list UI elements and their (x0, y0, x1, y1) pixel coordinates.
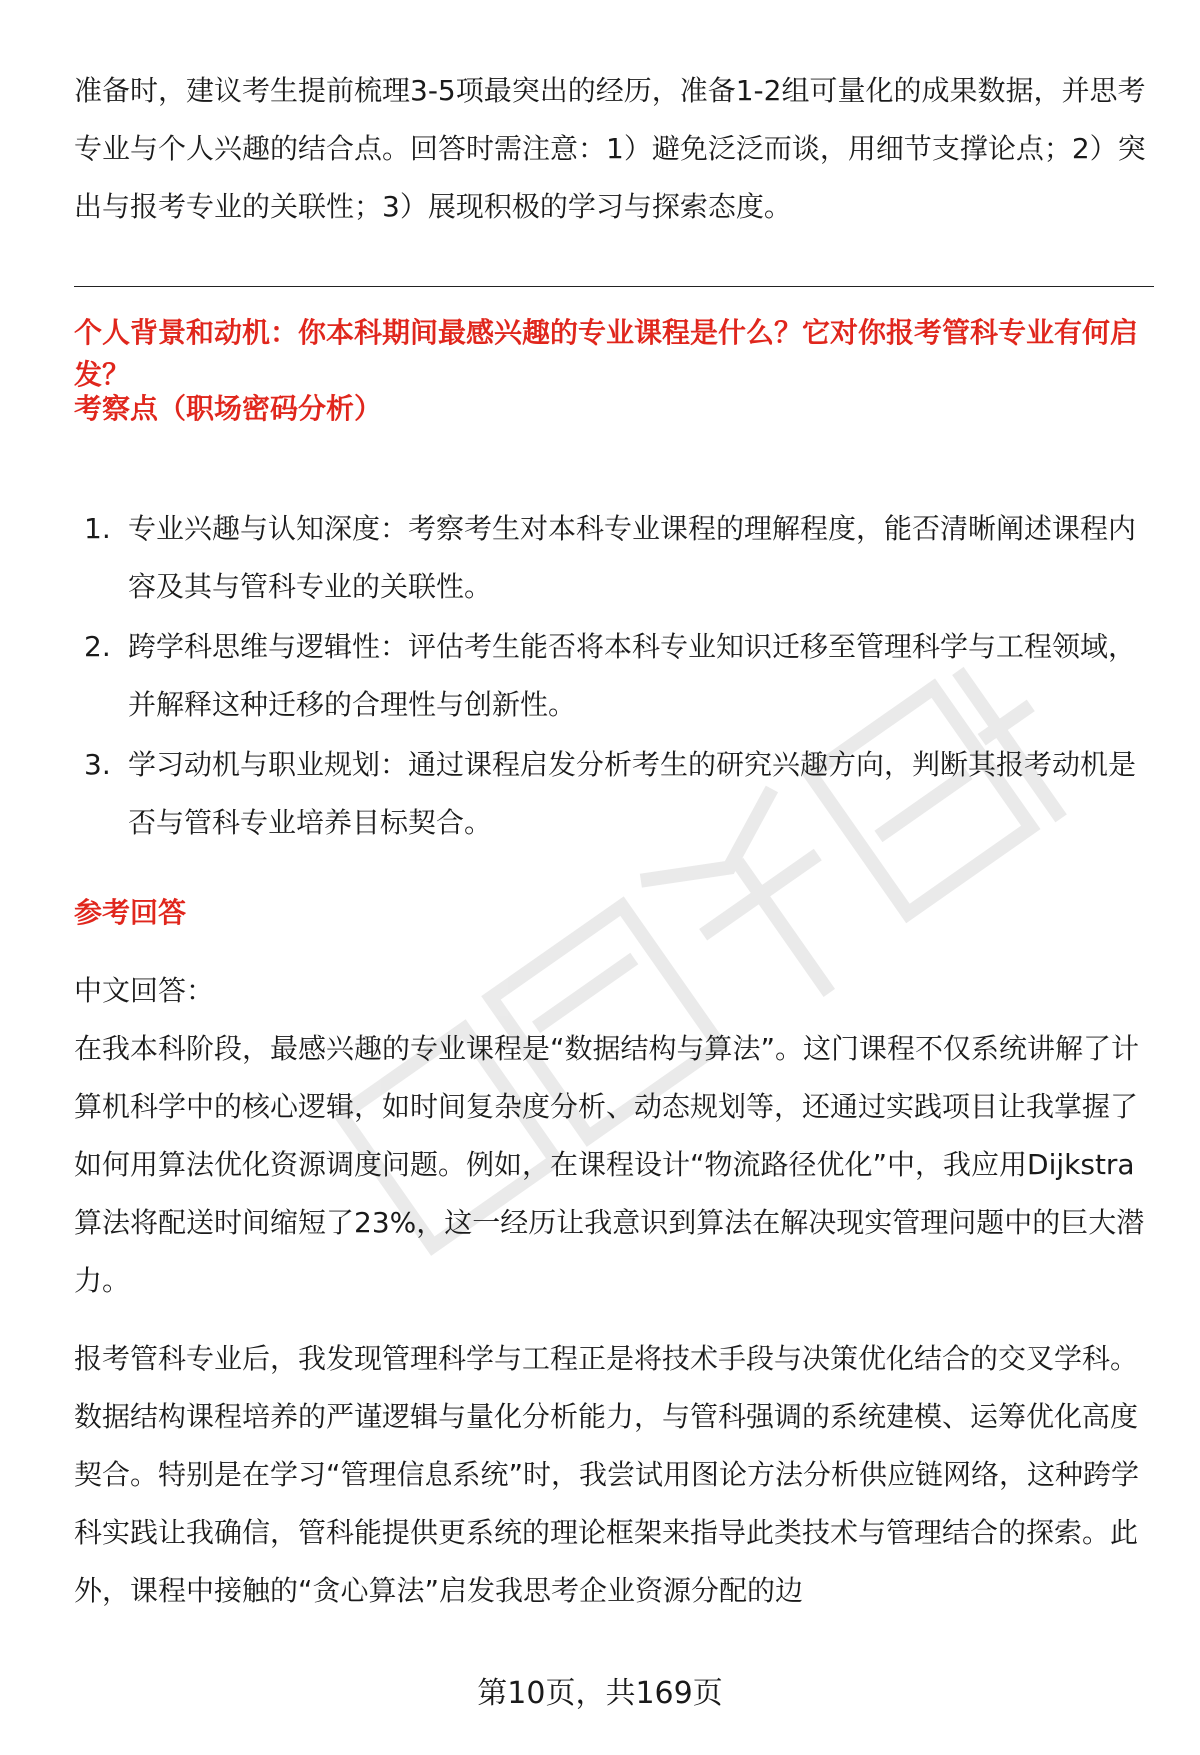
section-divider (74, 286, 1154, 287)
assessment-list (74, 500, 1154, 854)
reference-heading: 参考回答 (74, 896, 187, 929)
page-number: 第10页，共169页 (477, 1676, 723, 1711)
intro-section (74, 62, 1154, 236)
answer-paragraph-2: 报考管科专业后，我发现管理科学与工程正是将技术手段与决策优化结合的交叉学科。数据结构课程培养的严谨逻辑与量化分析能力，与管科强调的系统建模、运筹优化高度契合。特别是在学习“管理信息系统”时，我尝试用图论方法分析供应链网络，这种跨学科实践让我确信，管科能提供更系统的理论框架来指导此类技术与管理结合的探索。此外，课程中接触的“贪心算法”启发我思考企业资源分配的边 (74, 1342, 1140, 1607)
list-item (74, 618, 1154, 734)
list-text: 专业兴趣与认知深度：考察考生对本科专业课程的理解程度，能否清晰阐述课程内容及其与管科专业的关联性。 (128, 512, 1137, 603)
reference-body (74, 962, 1154, 1620)
list-text: 学习动机与职业规划：通过课程启发分析考生的研究兴趣方向，判断其报考动机是否与管科专业培养目标契合。 (128, 748, 1137, 839)
intro-paragraph: 准备时，建议考生提前梳理3-5项最突出的经历，准备1-2组可量化的成果数据，并思考专业与个人兴趣的结合点。回答时需注意：1）避免泛泛而谈，用细节支撑论点；2）突出与报考专业的关联性；3）展现积极的学习与探索态度。 (74, 74, 1146, 223)
assessment-heading: 考察点（职场密码分析） (74, 392, 383, 425)
list-number: 2. (84, 630, 111, 663)
answer-paragraph-1: 在我本科阶段，最感兴趣的专业课程是“数据结构与算法”。这门课程不仅系统讲解了计算机科学中的核心逻辑，如时间复杂度分析、动态规划等，还通过实践项目让我掌握了如何用算法优化资源调度问题。例如，在课程设计“物流路径优化”中，我应用Dijkstra算法将配送时间缩短了23%，这一经历让我意识到算法在解决现实管理问题中的巨大潜力。 (74, 1032, 1145, 1297)
list-item (74, 500, 1154, 616)
answer-label: 中文回答： (74, 974, 215, 1007)
list-text: 跨学科思维与逻辑性：评估考生能否将本科专业知识迁移至管理科学与工程领域，并解释这种迁移的合理性与创新性。 (128, 630, 1137, 721)
question-heading: 个人背景和动机：你本科期间最感兴趣的专业课程是什么？它对你报考管科专业有何启发？ (74, 316, 1139, 391)
list-item (74, 736, 1154, 852)
list-number: 3. (84, 748, 111, 781)
list-number: 1. (84, 512, 111, 545)
